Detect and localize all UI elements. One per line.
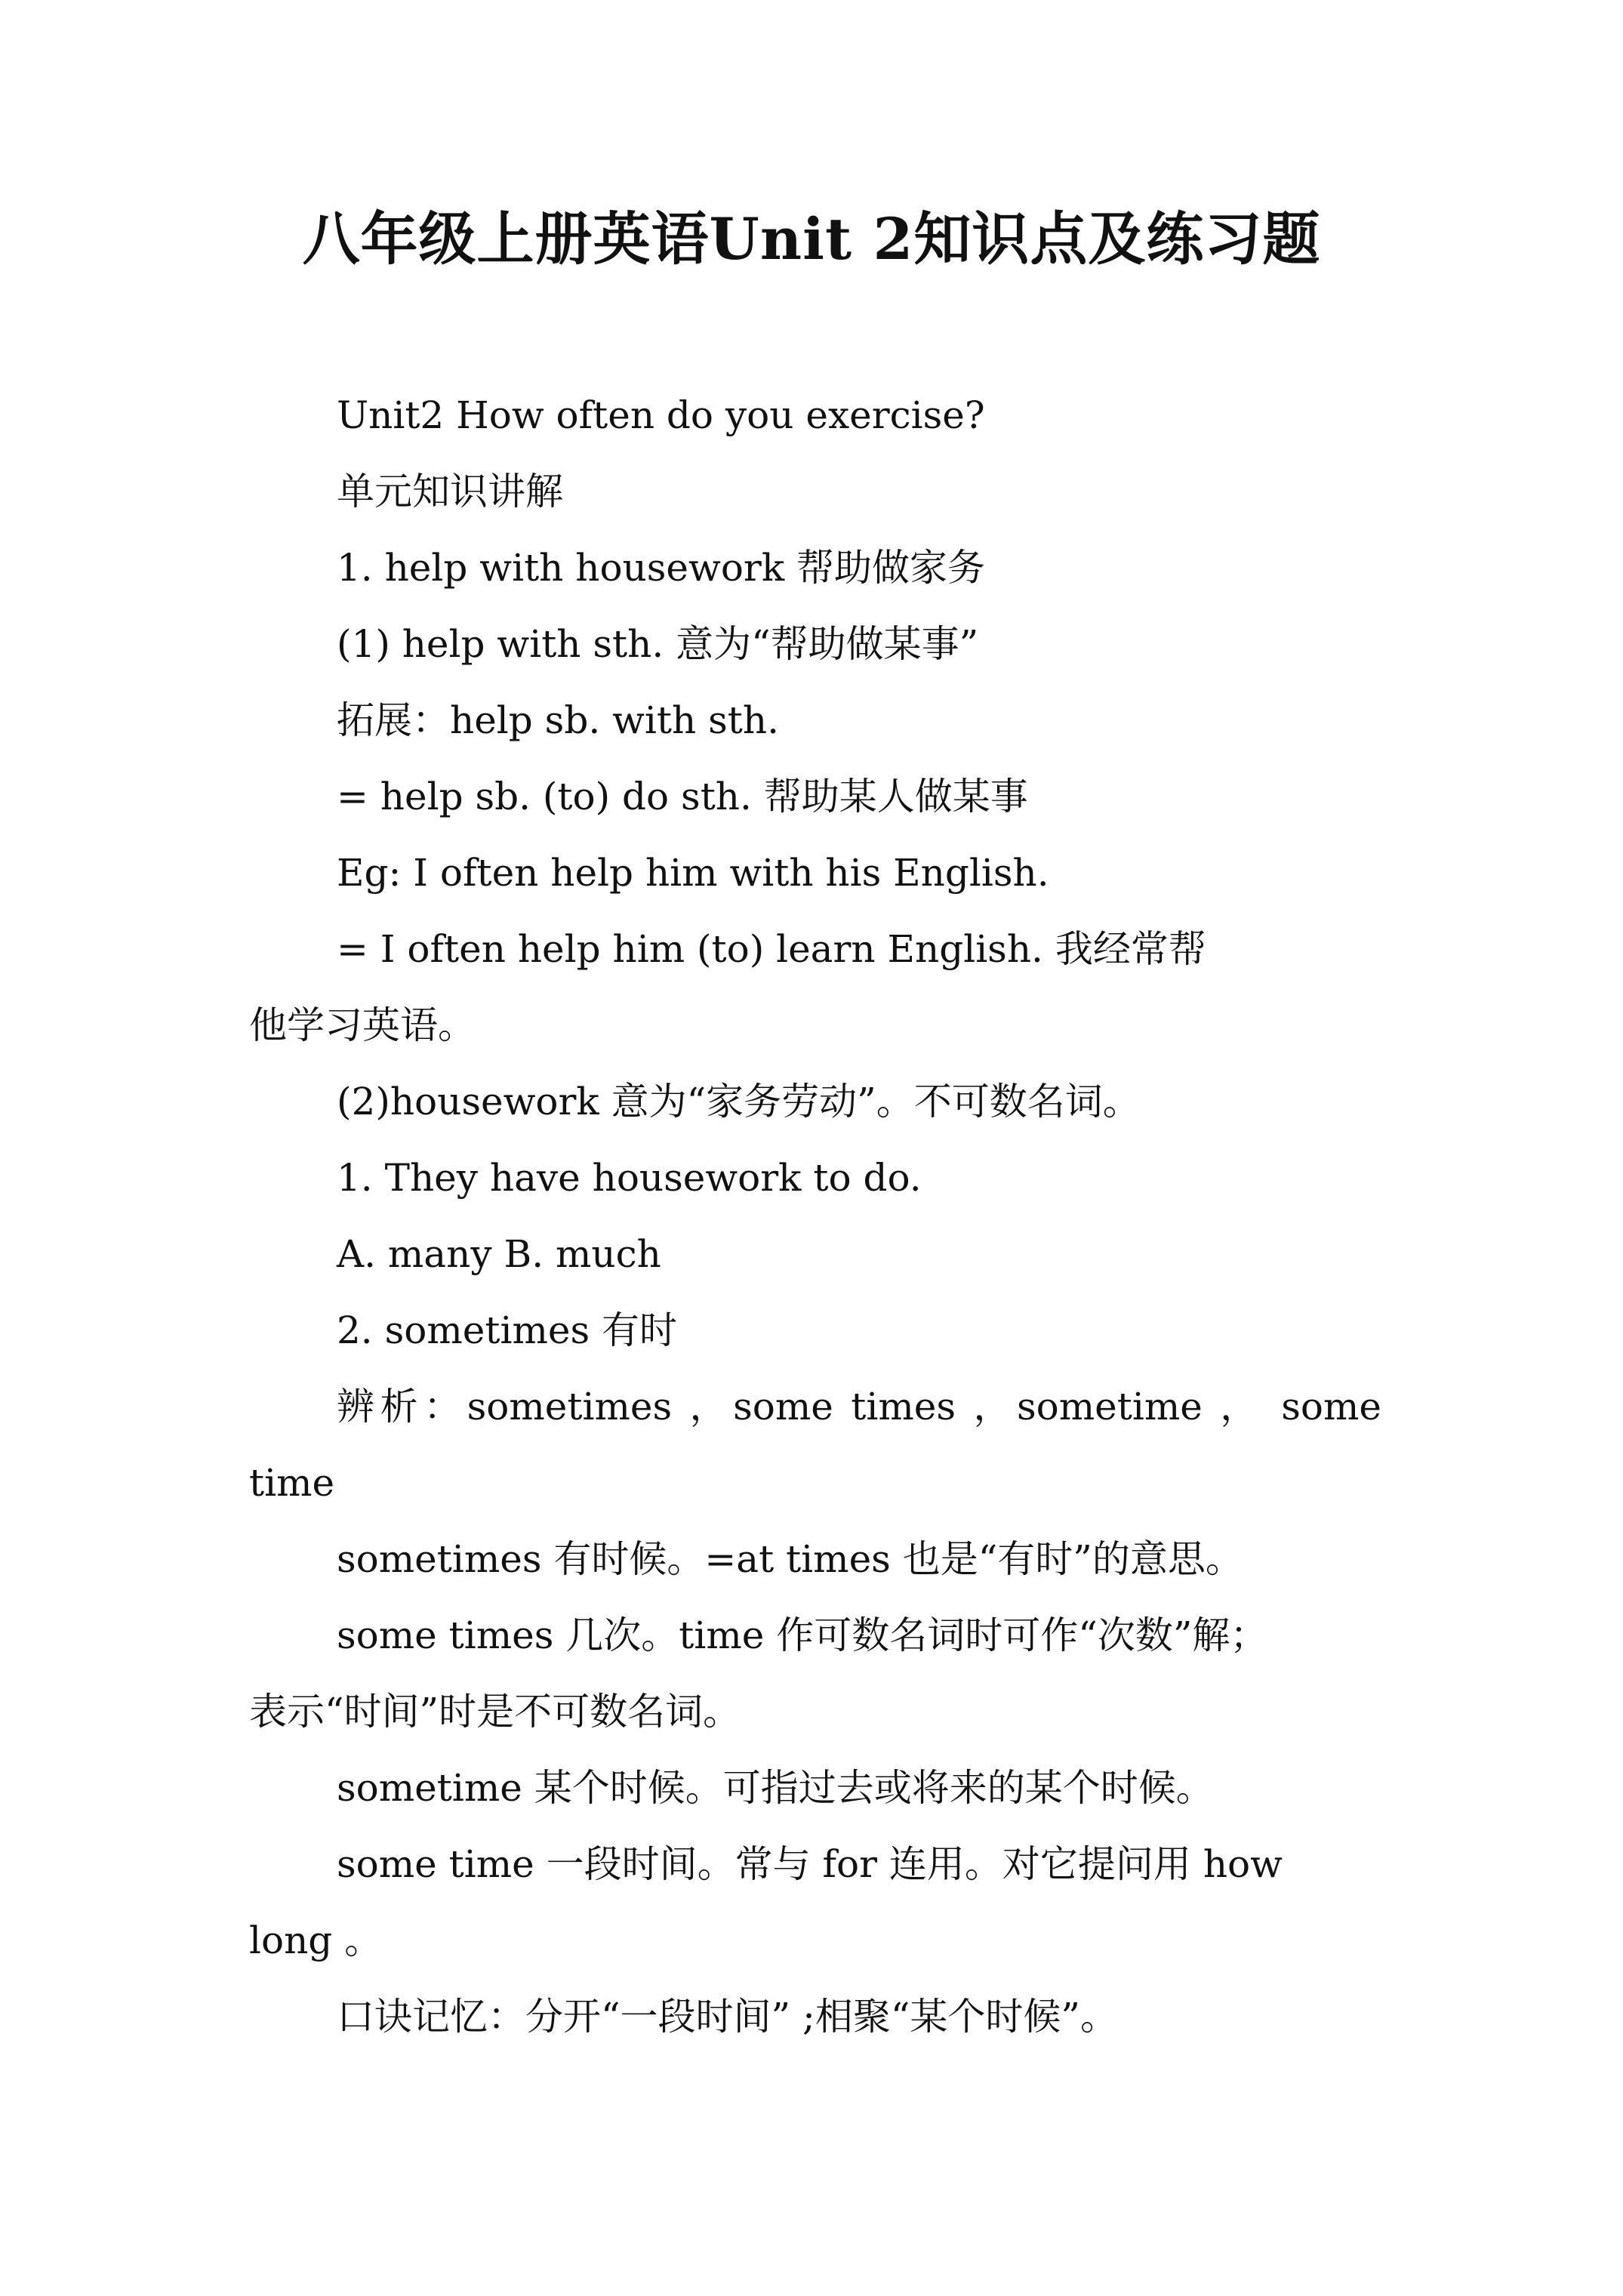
- point-1-subpoint-1: (1) help with sth. 意为“帮助做某事”: [337, 622, 979, 666]
- example-equivalence-line: = I often help him (to) learn English. 我经常帮: [337, 927, 1206, 971]
- analysis-line: 辨析：sometimes ，some times ，sometime ， some: [337, 1385, 1381, 1428]
- some-time-explanation: some time 一段时间。常与 for 连用。对它提问用 how: [337, 1842, 1283, 1886]
- point-1-heading: 1. help with housework 帮助做家务: [337, 546, 986, 590]
- section-heading: 单元知识讲解: [337, 470, 563, 513]
- sometime-explanation: sometime 某个时候。可指过去或将来的某个时候。: [337, 1766, 1214, 1810]
- document-title: 八年级上册英语Unit 2知识点及练习题: [302, 205, 1321, 273]
- example-line: Eg: I often help him with his English.: [337, 851, 1049, 895]
- some-time-continuation: long 。: [249, 1918, 383, 1962]
- unit-heading: Unit2 How often do you exercise?: [337, 393, 985, 437]
- point-1-subpoint-2: (2)housework 意为“家务劳动”。不可数名词。: [337, 1080, 1141, 1123]
- sometimes-explanation: sometimes 有时候。=at times 也是“有时”的意思。: [337, 1537, 1243, 1581]
- equivalence-line: = help sb. (to) do sth. 帮助某人做某事: [337, 775, 1028, 818]
- exercise-question: 1. They have housework to do.: [337, 1156, 922, 1200]
- some-times-continuation: 表示“时间”时是不可数名词。: [249, 1690, 741, 1734]
- some-times-explanation: some times 几次。time 作可数名词时可作“次数”解；: [337, 1613, 1268, 1657]
- exercise-options: A. many B. much: [337, 1232, 661, 1276]
- point-2-heading: 2. sometimes 有时: [337, 1308, 678, 1352]
- example-translation-continuation: 他学习英语。: [249, 1003, 476, 1047]
- memory-tip: 口诀记忆：分开“一段时间” ;相聚“某个时候”。: [337, 1995, 1118, 2039]
- document-body: [249, 378, 1381, 2055]
- extension-line: 拓展：help sb. with sth.: [337, 698, 779, 742]
- analysis-continuation: time: [249, 1461, 335, 1505]
